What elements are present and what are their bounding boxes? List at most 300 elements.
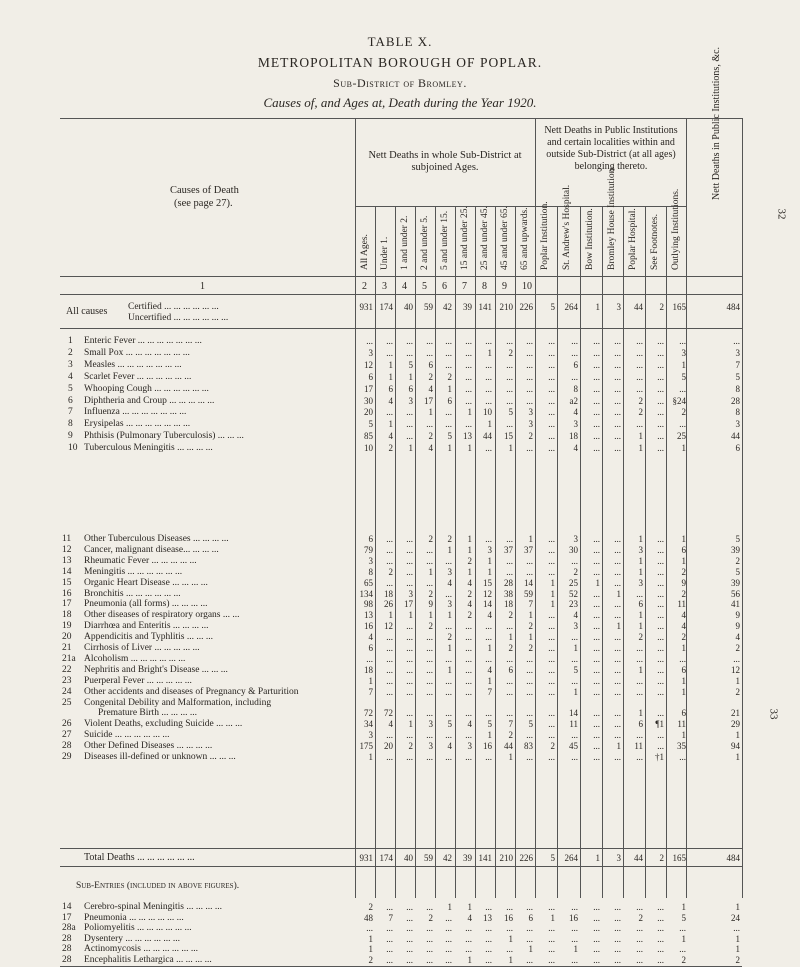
table-cell: ... [465,653,472,664]
table-cell: 1 [508,933,513,944]
table-cell: ... [614,534,621,544]
table-cell: 1 [408,718,413,729]
table-cell: 5 [447,431,452,442]
table-cell: 3 [368,555,373,566]
table-cell: 2 [735,954,740,965]
sub-entries-heading: Sub-Entries (included in above figures). [76,881,240,891]
column-rule [742,118,743,898]
table-cell: ... [614,708,621,718]
table-cell: ... [506,419,513,430]
row-label: Pneumonia ... ... ... ... ... ... [84,912,184,923]
table-cell: 2 [659,302,664,312]
row-label: Suicide ... ... ... ... ... ... [84,729,170,740]
table-cell: a2 [569,395,578,406]
table-cell: ... [465,347,472,358]
table-cell: ... [571,336,578,346]
table-cell: ... [406,902,413,912]
table-cell: 12 [483,588,492,599]
table-cell: ... [548,544,555,555]
table-cell: ... [485,632,492,643]
column-number: 6 [442,281,447,292]
table-cell: 1 [681,675,686,686]
table-cell: ... [548,653,555,664]
table-cell: 210 [499,302,513,312]
table-cell: ... [386,632,393,643]
table-cell: 1 [550,577,555,588]
table-cell: ... [426,347,433,358]
table-cell: ... [426,632,433,643]
table-cell: 1 [735,729,740,740]
table-cell: 39 [463,302,472,312]
table-cell: ... [485,443,492,454]
table-cell: ... [506,383,513,394]
table-cell: ... [593,729,600,740]
column-header: 2 and under 5. [420,215,430,270]
table-cell: ... [548,555,555,566]
table-cell: ... [571,751,578,762]
institution-group-header: Nett Deaths in Public Institutions and certain localities within and outside Sub-District (at all ages) belonging thereto. [544,125,678,172]
table-cell: ... [506,944,513,954]
table-cell: ... [614,544,621,555]
table-cell: 42 [443,302,452,312]
table-cell: ... [593,902,600,912]
table-cell: 2 [467,610,472,621]
table-cell: 1 [467,407,472,418]
table-cell: 44 [634,853,643,863]
table-cell: 4 [487,610,492,621]
table-cell: 5 [681,371,686,382]
table-cell: ... [614,653,621,664]
table-cell: ... [593,407,600,418]
table-cell: ... [526,902,533,912]
table-cell: 10 [483,407,492,418]
table-cell: 59 [524,588,533,599]
table-cell: 11 [569,718,578,729]
table-cell: 6 [508,664,513,675]
table-cell: 4 [428,443,433,454]
table-cell: ... [465,686,472,697]
table-cell: ... [657,643,664,653]
table-cell: ... [614,566,621,577]
row-label: Diphtheria and Croup ... ... ... ... ... [84,395,215,406]
table-cell: 1 [638,610,643,621]
table-cell: ... [406,431,413,442]
row-number: 28 [62,944,72,954]
table-cell: ... [386,347,393,358]
table-cell: 2 [573,566,578,577]
table-cell: 1 [467,954,472,965]
table-cell: ... [386,923,393,933]
table-cell: 3 [681,347,686,358]
table-cell: ... [679,383,686,394]
table-cell: 45 [569,740,578,751]
row-label: Meningitis ... ... ... ... ... ... [84,566,183,577]
table-cell: ... [571,933,578,944]
table-cell: ... [465,371,472,382]
table-cell: ... [593,643,600,653]
column-header: Outlying Institutions. [671,188,681,270]
table-cell: ... [526,566,533,577]
column-number: 4 [402,281,407,292]
table-title: TABLE X. [367,34,433,49]
table-cell: ... [593,912,600,923]
table-cell: ... [506,359,513,370]
table-cell: ... [571,902,578,912]
table-cell: 226 [519,302,533,312]
table-cell: ... [548,407,555,418]
table-cell: ... [465,632,472,643]
column-header: Bromley House Institution. [607,166,617,270]
table-cell: 7 [388,912,393,923]
table-cell: 2 [408,740,413,751]
table-cell: ... [406,664,413,675]
table-cell: ... [571,371,578,382]
table-cell: ... [614,944,621,954]
table-cell: 4 [573,610,578,621]
table-cell: ... [571,653,578,664]
table-cell: ... [657,653,664,664]
table-cell: ... [636,954,643,965]
table-cell: 1 [487,419,492,430]
table-cell: ... [657,588,664,599]
table-cell: ... [526,686,533,697]
table-cell: 1 [487,566,492,577]
column-header: 5 and under 15. [440,210,450,270]
table-cell: 16 [504,912,513,923]
table-cell: ... [526,933,533,944]
table-cell: ... [445,751,452,762]
table-cell: ... [636,383,643,394]
table-cell: ... [593,544,600,555]
table-cell: 141 [478,302,492,312]
table-cell: ... [526,664,533,675]
table-cell: ... [406,566,413,577]
table-cell: 25 [569,577,578,588]
table-cell: ... [465,664,472,675]
table-cell: ... [593,664,600,675]
table-cell: ... [636,729,643,740]
borough-heading: METROPOLITAN BOROUGH OF POPLAR. [257,55,543,70]
page-number-left: 32 [775,208,788,220]
table-cell: ... [593,621,600,632]
table-cell: ... [657,544,664,555]
table-cell: 52 [569,588,578,599]
table-cell: ... [485,534,492,544]
table-cell: ... [406,686,413,697]
row-number: 10 [68,443,78,454]
table-cell: ¶1 [655,718,664,729]
table-cell: 9 [735,621,740,632]
table-cell: ... [386,686,393,697]
total-top-rule [60,848,742,849]
table-cell: 85 [364,431,373,442]
column-header: St. Andrew's Hospital. [562,184,572,270]
row-label: Cancer, malignant disease... ... ... ... [84,544,219,555]
row-number: 4 [68,371,73,382]
table-cell: 1 [735,675,740,686]
table-cell: 175 [359,740,373,751]
table-cell: ... [593,954,600,965]
table-cell: 1 [388,419,393,430]
row-number: 15 [62,577,72,588]
table-cell: ... [406,419,413,430]
table-cell: ... [445,675,452,686]
table-cell: 6 [681,664,686,675]
table-cell: 4 [388,718,393,729]
table-cell: ... [657,912,664,923]
table-cell: ... [614,431,621,442]
table-cell: ... [548,751,555,762]
table-cell: ... [548,933,555,944]
table-cell: ... [465,336,472,346]
table-cell: 165 [672,853,686,863]
table-cell: ... [506,675,513,686]
table-cell: ... [636,359,643,370]
table-cell: ... [593,751,600,762]
table-cell: ... [548,383,555,394]
table-cell: ... [406,944,413,954]
table-cell: ... [406,954,413,965]
row-number: 3 [68,359,73,370]
table-cell: ... [657,610,664,621]
row-number: 5 [68,383,73,394]
table-cell: 1 [616,740,621,751]
table-cell: 210 [499,853,513,863]
table-cell: 1 [638,431,643,442]
row-label: Bronchitis ... ... ... ... ... ... [84,588,181,599]
table-cell: 1 [595,853,600,863]
table-cell: 6 [368,534,373,544]
table-cell: 6 [638,599,643,610]
table-cell: ... [485,902,492,912]
table-cell: 1 [447,902,452,912]
column-header: Poplar Institution. [540,201,550,270]
table-cell: 6 [681,708,686,718]
table-cell: ... [406,534,413,544]
table-cell: 931 [359,853,373,863]
table-cell: 2 [681,566,686,577]
column-header: Bow Institution. [585,208,595,270]
row-number: 2 [68,347,73,358]
table-cell: 3 [735,419,740,430]
row-number: 1 [68,336,73,346]
table-cell: 2 [508,347,513,358]
table-cell: 4 [681,621,686,632]
colnum-rule [60,294,742,295]
table-cell: 1 [638,708,643,718]
table-cell: ... [485,621,492,632]
table-cell: 8 [368,566,373,577]
table-cell: 5 [550,302,555,312]
table-cell: 14 [569,708,578,718]
table-cell: 28 [731,395,740,406]
table-cell: ... [526,395,533,406]
table-cell: 26 [384,599,393,610]
table-cell: ... [386,544,393,555]
table-cell: ... [614,336,621,346]
row-label: Organic Heart Disease ... ... ... ... [84,577,208,588]
table-cell: 226 [519,853,533,863]
row-label: Pneumonia (all forms) ... ... ... ... [84,599,208,610]
table-cell: ... [571,347,578,358]
table-cell: ... [614,664,621,675]
table-cell: ... [657,431,664,442]
table-cell: ... [386,751,393,762]
row-number: 14 [62,902,72,912]
table-cell: 3 [368,347,373,358]
table-cell: ... [636,336,643,346]
table-cell: 1 [447,383,452,394]
table-cell: ... [614,443,621,454]
table-cell: ... [526,751,533,762]
table-cell: ... [548,336,555,346]
table-cell: ... [465,643,472,653]
row-number: 23 [62,675,72,686]
row-number: 28a [62,923,76,933]
table-cell: 2 [428,431,433,442]
table-cell: 1 [735,944,740,954]
table-cell: 34 [364,718,373,729]
table-cell: ... [465,944,472,954]
row-label: Diarrhœa and Enteritis ... ... ... ... [84,621,209,632]
table-cell: 1 [487,729,492,740]
table-cell: 484 [726,302,740,312]
table-cell: 3 [528,419,533,430]
column-number: 8 [482,281,487,292]
table-cell: ... [593,371,600,382]
table-cell: 72 [384,708,393,718]
table-cell: 6 [428,359,433,370]
table-cell: ... [445,923,452,933]
table-cell: ... [548,395,555,406]
table-cell: ... [426,708,433,718]
table-cell: 3 [428,718,433,729]
table-cell: ... [526,708,533,718]
table-cell: 9 [681,577,686,588]
table-cell: ... [386,555,393,566]
table-cell: ... [657,443,664,454]
table-cell: 4 [388,431,393,442]
table-cell: 38 [504,588,513,599]
table-cell: ... [406,675,413,686]
table-cell: ... [506,621,513,632]
table-cell: ... [445,933,452,944]
table-cell: ... [386,933,393,944]
table-cell: ... [614,675,621,686]
table-cell: 1 [595,577,600,588]
table-cell: 5 [735,534,740,544]
table-cell: 3 [616,302,621,312]
table-cell: ... [636,933,643,944]
table-cell: ... [679,923,686,933]
table-cell: 6 [638,718,643,729]
table-cell: ... [657,944,664,954]
table-cell: 1 [573,944,578,954]
table-cell: ... [548,675,555,686]
table-cell: 1 [508,751,513,762]
table-cell: 3 [528,407,533,418]
table-cell: ... [657,902,664,912]
table-cell: ... [657,577,664,588]
table-cell: 3 [447,599,452,610]
table-cell: ... [571,632,578,643]
table-cell: ... [593,431,600,442]
table-cell: 4 [447,740,452,751]
column-header: 1 and under 2. [400,215,410,270]
table-cell: 14 [483,599,492,610]
row-label: Dysentery ... ... ... ... ... ... [84,933,181,944]
table-cell: 2 [368,954,373,965]
table-cell: 6 [681,544,686,555]
table-cell: 12 [384,621,393,632]
table-cell: 4 [368,632,373,643]
table-cell: 2 [388,443,393,454]
table-cell: ... [657,566,664,577]
table-cell: 931 [359,302,373,312]
table-cell: 1 [616,621,621,632]
table-cell: 3 [368,729,373,740]
table-cell: 30 [364,395,373,406]
table-cell: ... [406,653,413,664]
table-cell: ... [406,347,413,358]
table-cell: 37 [504,544,513,555]
table-cell: 1 [681,359,686,370]
column-header: Under 1. [380,236,390,270]
table-cell: 2 [467,588,472,599]
table-cell: 484 [726,853,740,863]
table-cell: ... [426,577,433,588]
table-cell: ... [465,359,472,370]
table-cell: ... [406,407,413,418]
table-cell: ... [593,923,600,933]
row-number: 17 [62,599,72,610]
table-cell: 1 [528,944,533,954]
table-cell: ... [548,664,555,675]
table-cell: 1 [573,643,578,653]
table-cell: ... [614,383,621,394]
table-cell: ... [733,336,740,346]
table-cell: 11 [677,718,686,729]
table-cell: 83 [524,740,533,751]
table-cell: 2 [447,371,452,382]
row-number: 26 [62,718,72,729]
table-cell: 59 [424,853,433,863]
table-cell: ... [386,675,393,686]
table-cell: 2 [735,555,740,566]
table-cell: ... [657,555,664,566]
table-cell: ... [614,555,621,566]
table-cell: ... [614,729,621,740]
table-cell: ... [679,419,686,430]
table-cell: ... [593,708,600,718]
table-cell: 18 [569,431,578,442]
uncertified-label: Uncertified ... ... ... ... ... ... [128,313,229,323]
table-cell: 1 [388,359,393,370]
column-header-last: Nett Deaths in Public Institutions, &c. [711,46,722,200]
table-cell: ... [386,534,393,544]
table-cell: ... [657,407,664,418]
table-cell: 2 [681,588,686,599]
table-cell: ... [593,632,600,643]
table-cell: ... [526,555,533,566]
table-cell: ... [506,923,513,933]
page-number-right: 33 [767,708,780,720]
table-cell: ... [733,923,740,933]
column-number: 7 [462,281,467,292]
row-label: Other accidents and diseases of Pregnancy & Parturition [84,686,299,697]
table-cell: ... [526,653,533,664]
row-label: Violent Deaths, excluding Suicide ... ... ... [84,718,243,729]
